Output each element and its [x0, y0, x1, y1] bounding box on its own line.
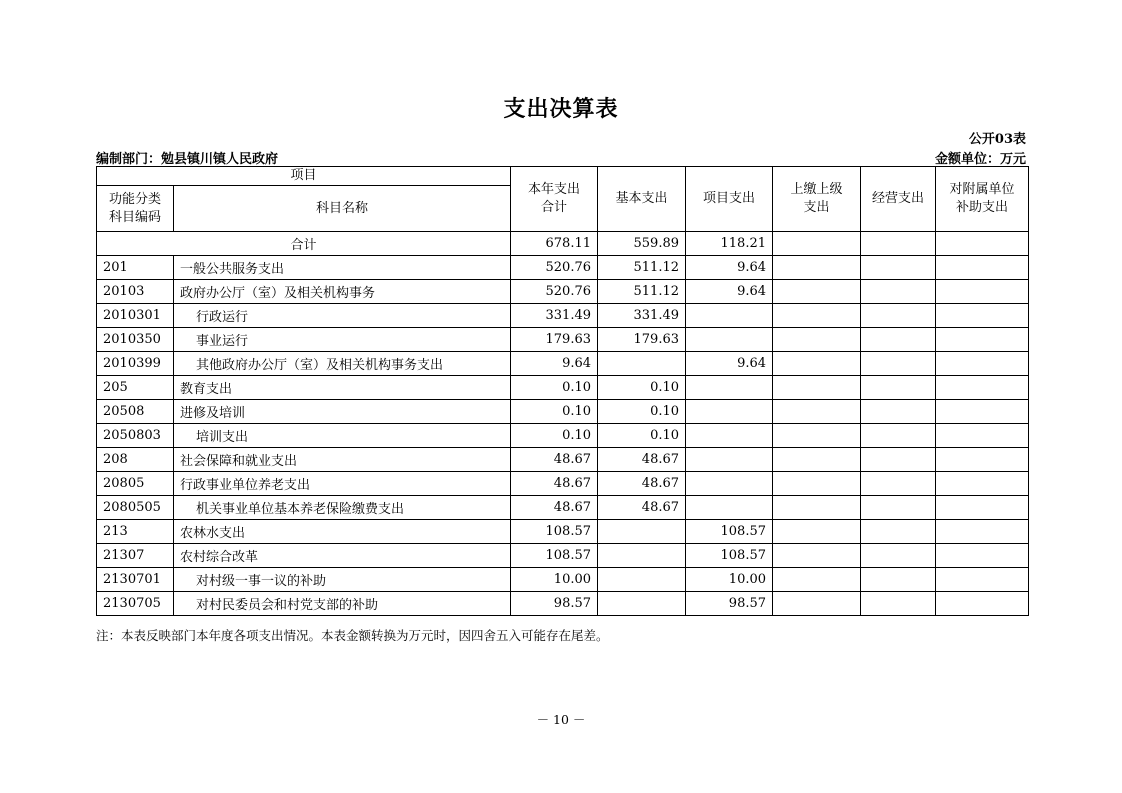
compiling-department: 编制部门：勉县镇川镇人民政府: [96, 152, 279, 167]
amount-basic: 511.12: [598, 280, 686, 304]
subject-name: 农村综合改革: [174, 544, 511, 568]
amount-upper: [773, 256, 861, 280]
amount-total: 48.67: [511, 496, 598, 520]
amount-upper: [773, 520, 861, 544]
table-row: [97, 472, 1029, 496]
table-row: [97, 424, 1029, 448]
header-upper: 上缴上级 支出: [773, 167, 861, 232]
amount-project: 9.64: [686, 352, 773, 376]
page-title: 支出决算表: [503, 96, 619, 122]
amount-project: 108.57: [686, 520, 773, 544]
total-total: 678.11: [511, 232, 598, 256]
amount-project: 108.57: [686, 544, 773, 568]
meta-row: [96, 148, 1026, 167]
amount-upper: [773, 328, 861, 352]
total-label: 合计: [97, 232, 511, 256]
amount-total: 520.76: [511, 256, 598, 280]
subject-code: 213: [97, 520, 174, 544]
subject-code: 205: [97, 376, 174, 400]
amount-basic: 179.63: [598, 328, 686, 352]
amount-project: [686, 472, 773, 496]
header-code: 功能分类 科目编码: [97, 186, 174, 232]
amount-project: [686, 496, 773, 520]
amount-basic: [598, 592, 686, 616]
subject-code: 21307: [97, 544, 174, 568]
amount-total: 108.57: [511, 520, 598, 544]
subject-code: 201: [97, 256, 174, 280]
amount-project: [686, 376, 773, 400]
amount-project: [686, 424, 773, 448]
amount-basic: 511.12: [598, 256, 686, 280]
amount-operating: [861, 472, 936, 496]
table-row: [97, 280, 1029, 304]
amount-operating: [861, 568, 936, 592]
amount-upper: [773, 448, 861, 472]
subject-name: 培训支出: [174, 424, 511, 448]
subject-name: 行政事业单位养老支出: [174, 472, 511, 496]
amount-subsidiary: [936, 472, 1029, 496]
amount-project: [686, 304, 773, 328]
total-upper: [773, 232, 861, 256]
amount-total: 0.10: [511, 376, 598, 400]
amount-upper: [773, 496, 861, 520]
amount-upper: [773, 568, 861, 592]
amount-total: 98.57: [511, 592, 598, 616]
amount-basic: 0.10: [598, 376, 686, 400]
subject-code: 20805: [97, 472, 174, 496]
subject-code: 2080505: [97, 496, 174, 520]
subject-name: 社会保障和就业支出: [174, 448, 511, 472]
amount-upper: [773, 592, 861, 616]
amount-project: 10.00: [686, 568, 773, 592]
amount-basic: 48.67: [598, 472, 686, 496]
expenditure-table: [96, 166, 1029, 616]
amount-project: [686, 448, 773, 472]
amount-basic: [598, 568, 686, 592]
page-number: － 10 －: [536, 712, 586, 727]
amount-total: 48.67: [511, 448, 598, 472]
amount-upper: [773, 472, 861, 496]
amount-total: 0.10: [511, 400, 598, 424]
amount-basic: 331.49: [598, 304, 686, 328]
amount-total: 9.64: [511, 352, 598, 376]
subject-name: 政府办公厅（室）及相关机构事务: [174, 280, 511, 304]
table-row: [97, 400, 1029, 424]
header-subsidiary: 对附属单位 补助支出: [936, 167, 1029, 232]
table-row: [97, 328, 1029, 352]
amount-project: 9.64: [686, 280, 773, 304]
amount-operating: [861, 304, 936, 328]
amount-total: 108.57: [511, 544, 598, 568]
amount-subsidiary: [936, 352, 1029, 376]
amount-project: [686, 328, 773, 352]
table-row: [97, 568, 1029, 592]
subject-code: 208: [97, 448, 174, 472]
header-item: 项目: [97, 167, 511, 186]
amount-total: 10.00: [511, 568, 598, 592]
total-row: [97, 232, 1029, 256]
amount-unit: 金额单位：万元: [934, 152, 1026, 167]
header-total: 本年支出 合计: [511, 167, 598, 232]
header-name: 科目名称: [174, 186, 511, 232]
table-row: [97, 304, 1029, 328]
amount-operating: [861, 544, 936, 568]
amount-basic: [598, 544, 686, 568]
table-row: [97, 592, 1029, 616]
subject-name: 农林水支出: [174, 520, 511, 544]
amount-operating: [861, 448, 936, 472]
table-row: [97, 256, 1029, 280]
subject-code: 2010350: [97, 328, 174, 352]
amount-subsidiary: [936, 448, 1029, 472]
amount-operating: [861, 592, 936, 616]
table-row: [97, 448, 1029, 472]
subject-name: 机关事业单位基本养老保险缴费支出: [174, 496, 511, 520]
total-basic: 559.89: [598, 232, 686, 256]
amount-subsidiary: [936, 304, 1029, 328]
amount-upper: [773, 376, 861, 400]
footnote: 注：本表反映部门本年度各项支出情况。本表金额转换为万元时，因四舍五入可能存在尾差。: [96, 628, 609, 643]
amount-total: 48.67: [511, 472, 598, 496]
subject-code: 20508: [97, 400, 174, 424]
amount-project: 9.64: [686, 256, 773, 280]
amount-upper: [773, 544, 861, 568]
header-operating: 经营支出: [861, 167, 936, 232]
amount-operating: [861, 376, 936, 400]
amount-operating: [861, 328, 936, 352]
form-number: 公开03表: [968, 132, 1026, 147]
amount-operating: [861, 520, 936, 544]
header-project: 项目支出: [686, 167, 773, 232]
amount-total: 0.10: [511, 424, 598, 448]
amount-subsidiary: [936, 544, 1029, 568]
subject-code: 20103: [97, 280, 174, 304]
amount-project: [686, 400, 773, 424]
table-row: [97, 352, 1029, 376]
subject-code: 2010399: [97, 352, 174, 376]
amount-project: 98.57: [686, 592, 773, 616]
amount-basic: [598, 352, 686, 376]
subject-code: 2130701: [97, 568, 174, 592]
amount-subsidiary: [936, 424, 1029, 448]
table-row: [97, 544, 1029, 568]
amount-upper: [773, 400, 861, 424]
subject-name: 其他政府办公厅（室）及相关机构事务支出: [174, 352, 511, 376]
subject-name: 一般公共服务支出: [174, 256, 511, 280]
subject-name: 对村民委员会和村党支部的补助: [174, 592, 511, 616]
amount-subsidiary: [936, 256, 1029, 280]
subject-name: 事业运行: [174, 328, 511, 352]
amount-subsidiary: [936, 280, 1029, 304]
amount-operating: [861, 256, 936, 280]
amount-upper: [773, 304, 861, 328]
table-row: [97, 376, 1029, 400]
subject-name: 行政运行: [174, 304, 511, 328]
amount-operating: [861, 496, 936, 520]
amount-total: 179.63: [511, 328, 598, 352]
amount-upper: [773, 352, 861, 376]
amount-subsidiary: [936, 496, 1029, 520]
amount-total: 331.49: [511, 304, 598, 328]
amount-basic: [598, 520, 686, 544]
table-row: [97, 520, 1029, 544]
total-subsidiary: [936, 232, 1029, 256]
amount-operating: [861, 400, 936, 424]
subject-name: 教育支出: [174, 376, 511, 400]
amount-basic: 0.10: [598, 400, 686, 424]
total-project: 118.21: [686, 232, 773, 256]
subject-name: 进修及培训: [174, 400, 511, 424]
amount-upper: [773, 280, 861, 304]
amount-subsidiary: [936, 568, 1029, 592]
amount-basic: 0.10: [598, 424, 686, 448]
amount-upper: [773, 424, 861, 448]
amount-subsidiary: [936, 520, 1029, 544]
amount-total: 520.76: [511, 280, 598, 304]
amount-subsidiary: [936, 592, 1029, 616]
amount-operating: [861, 352, 936, 376]
amount-operating: [861, 424, 936, 448]
table-row: [97, 496, 1029, 520]
amount-basic: 48.67: [598, 496, 686, 520]
amount-subsidiary: [936, 376, 1029, 400]
subject-code: 2050803: [97, 424, 174, 448]
subject-code: 2130705: [97, 592, 174, 616]
amount-operating: [861, 280, 936, 304]
total-operating: [861, 232, 936, 256]
amount-subsidiary: [936, 400, 1029, 424]
subject-name: 对村级一事一议的补助: [174, 568, 511, 592]
subject-code: 2010301: [97, 304, 174, 328]
amount-subsidiary: [936, 328, 1029, 352]
amount-basic: 48.67: [598, 448, 686, 472]
header-basic: 基本支出: [598, 167, 686, 232]
